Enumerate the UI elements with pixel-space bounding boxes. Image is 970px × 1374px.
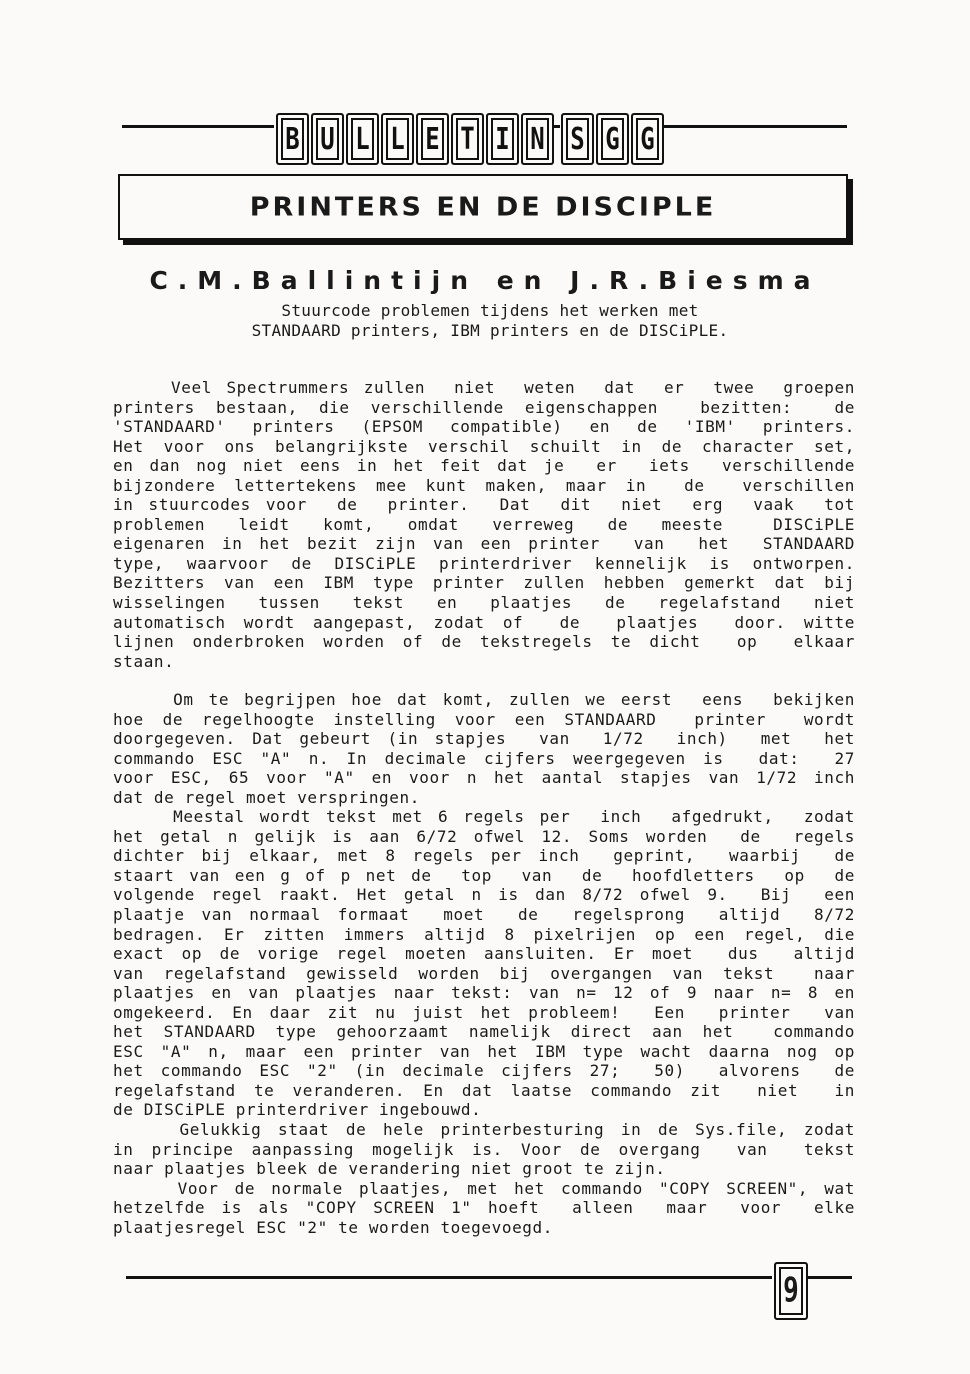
masthead-letter: U [311,113,344,165]
masthead-bulletin [276,113,554,165]
text-line: volgende regel raakt. Het getal n is dan 8/72 ofwel 9. Bij een [113,885,855,905]
masthead-letter: E [416,113,449,165]
text-line: naar plaatjes bleek de verandering niet groot te zijn. [113,1159,666,1179]
text-line: voor ESC, 65 voor "A" en voor n het aantal stapjes van 1/72 inch [113,768,855,788]
subtitle [120,301,860,341]
text-line: exact op de vorige regel moeten aansluiten. Er moet dus altijd [113,944,855,964]
text-line: en dan nog niet eens in het feit dat je er iets verschillende [113,456,855,476]
masthead-letter: B [276,113,309,165]
text-line: automatisch wordt aangepast, zodat of de plaatjes door. witte [113,612,855,632]
text-line: plaatje van normaal formaat moet de regelsprong altijd 8/72 [113,905,855,925]
masthead-sgg [561,113,664,165]
text-line: staan. [113,651,175,671]
text-line: printers bestaan, die verschillende eigenschappen bezitten: de [113,397,855,417]
text-line: het STANDAARD type gehoorzaamt namelijk direct aan het commando [113,1022,855,1042]
text-line: staart van een g of p net de top van de hoofdletters op de [113,865,855,885]
article-title: PRINTERS EN DE DISCIPLE [249,192,717,222]
text-line: Veel Spectrummers zullen niet weten dat er twee groepen [113,378,855,397]
text-line: Voor de normale plaatjes, met het commando "COPY SCREEN", wat [113,1178,855,1198]
text-line: de DISCiPLE printerdriver ingebouwd. [113,1100,482,1120]
text-line: Gelukkig staat de hele printerbesturing in de Sys.file, zodat [113,1120,855,1140]
text-line: in stuurcodes voor de printer. Dat dit niet erg vaak tot [113,495,855,515]
masthead-letter: T [451,113,484,165]
text-line: hetzelfde is als "COPY SCREEN 1" hoeft alleen maar voor elke [113,1198,855,1218]
text-line: bijzondere lettertekens mee kunt maken, maar in de verschillen [113,475,855,495]
text-line: bedragen. Er zitten immers altijd 8 pixelrijen op een regel, die [113,924,855,944]
text-line: Het voor ons belangrijkste verschil schuilt in de character set, [113,436,855,456]
text-line: regelafstand te veranderen. En dat laatse commando zit niet in [113,1080,855,1100]
text-line: het getal n gelijk is aan 6/72 ofwel 12. Soms worden de regels [113,826,855,846]
text-line: eigenaren in het bezit zijn van een printer van het STANDAARD [113,534,855,554]
masthead-letter: G [631,113,664,165]
page-number: 9 [774,1262,808,1320]
text-line: plaatjesregel ESC "2" te worden toegevoegd. [113,1217,554,1237]
text-line: 'STANDAARD' printers (EPSOM compatible) en de 'IBM' printers. [113,417,855,437]
subtitle-line: Stuurcode problemen tijdens het werken met [281,301,699,320]
text-line: type, waarvoor de DISCiPLE printerdriver kennelijk is ontworpen. [113,553,855,573]
subtitle-line: STANDAARD printers, IBM printers en de DISCiPLE. [251,321,729,340]
authors: C.M.Ballintijn en J.R.Biesma [149,266,821,295]
text-line: in principe aanpassing mogelijk is. Voor de overgang van tekst [113,1139,855,1159]
text-line: dichter bij elkaar, met 8 regels per inch geprint, waarbij de [113,846,855,866]
masthead-letter: N [521,113,554,165]
masthead-letter: L [381,113,414,165]
text-line: Meestal wordt tekst met 6 regels per inch afgedrukt, zodat [113,807,855,827]
text-line: wisselingen tussen tekst en plaatjes de regelafstand niet [113,593,855,613]
masthead-rule-left [122,125,274,128]
article-title-box [118,174,848,240]
text-line: van regelafstand gewisseld worden bij overgangen van tekst naar [113,963,855,983]
text-line: omgekeerd. En daar zit nu juist het probleem! Een printer van [113,1002,855,1022]
text-line: plaatjes en van plaatjes naar tekst: van n= 12 of 9 naar n= 8 en [113,983,855,1003]
masthead-letter: S [561,113,594,165]
text-line: dat de regel moet verspringen. [113,787,420,807]
text-line: het commando ESC "2" (in decimale cijfers 27; 50) alvorens de [113,1061,855,1081]
masthead-letter: L [346,113,379,165]
text-line: problemen leidt komt, omdat verreweg de meeste DISCiPLE [113,514,855,534]
paragraph-1 [113,378,855,671]
footer-rule [126,1276,772,1279]
masthead-letter: G [596,113,629,165]
footer-rule-right [808,1276,852,1279]
text-line: hoe de regelhoogte instelling voor een STANDAARD printer wordt [113,709,855,729]
text-line: lijnen onderbroken worden of de tekstregels te dicht op elkaar [113,632,855,652]
text-line: doorgegeven. Dat gebeurt (in stapjes van 1/72 inch) met het [113,729,855,749]
text-line: Om te begrijpen hoe dat komt, zullen we eerst eens bekijken [113,690,855,709]
text-line: commando ESC "A" n. In decimale cijfers weergegeven is dat: 27 [113,748,855,768]
masthead-letter: I [486,113,519,165]
masthead-rule-right [654,125,847,128]
paragraph-2 [113,690,855,1237]
text-line: Bezitters van een IBM type printer zullen hebben gemerkt dat bij [113,573,855,593]
text-line: ESC "A" n, maar een printer van het IBM type wacht daarna nog op [113,1041,855,1061]
